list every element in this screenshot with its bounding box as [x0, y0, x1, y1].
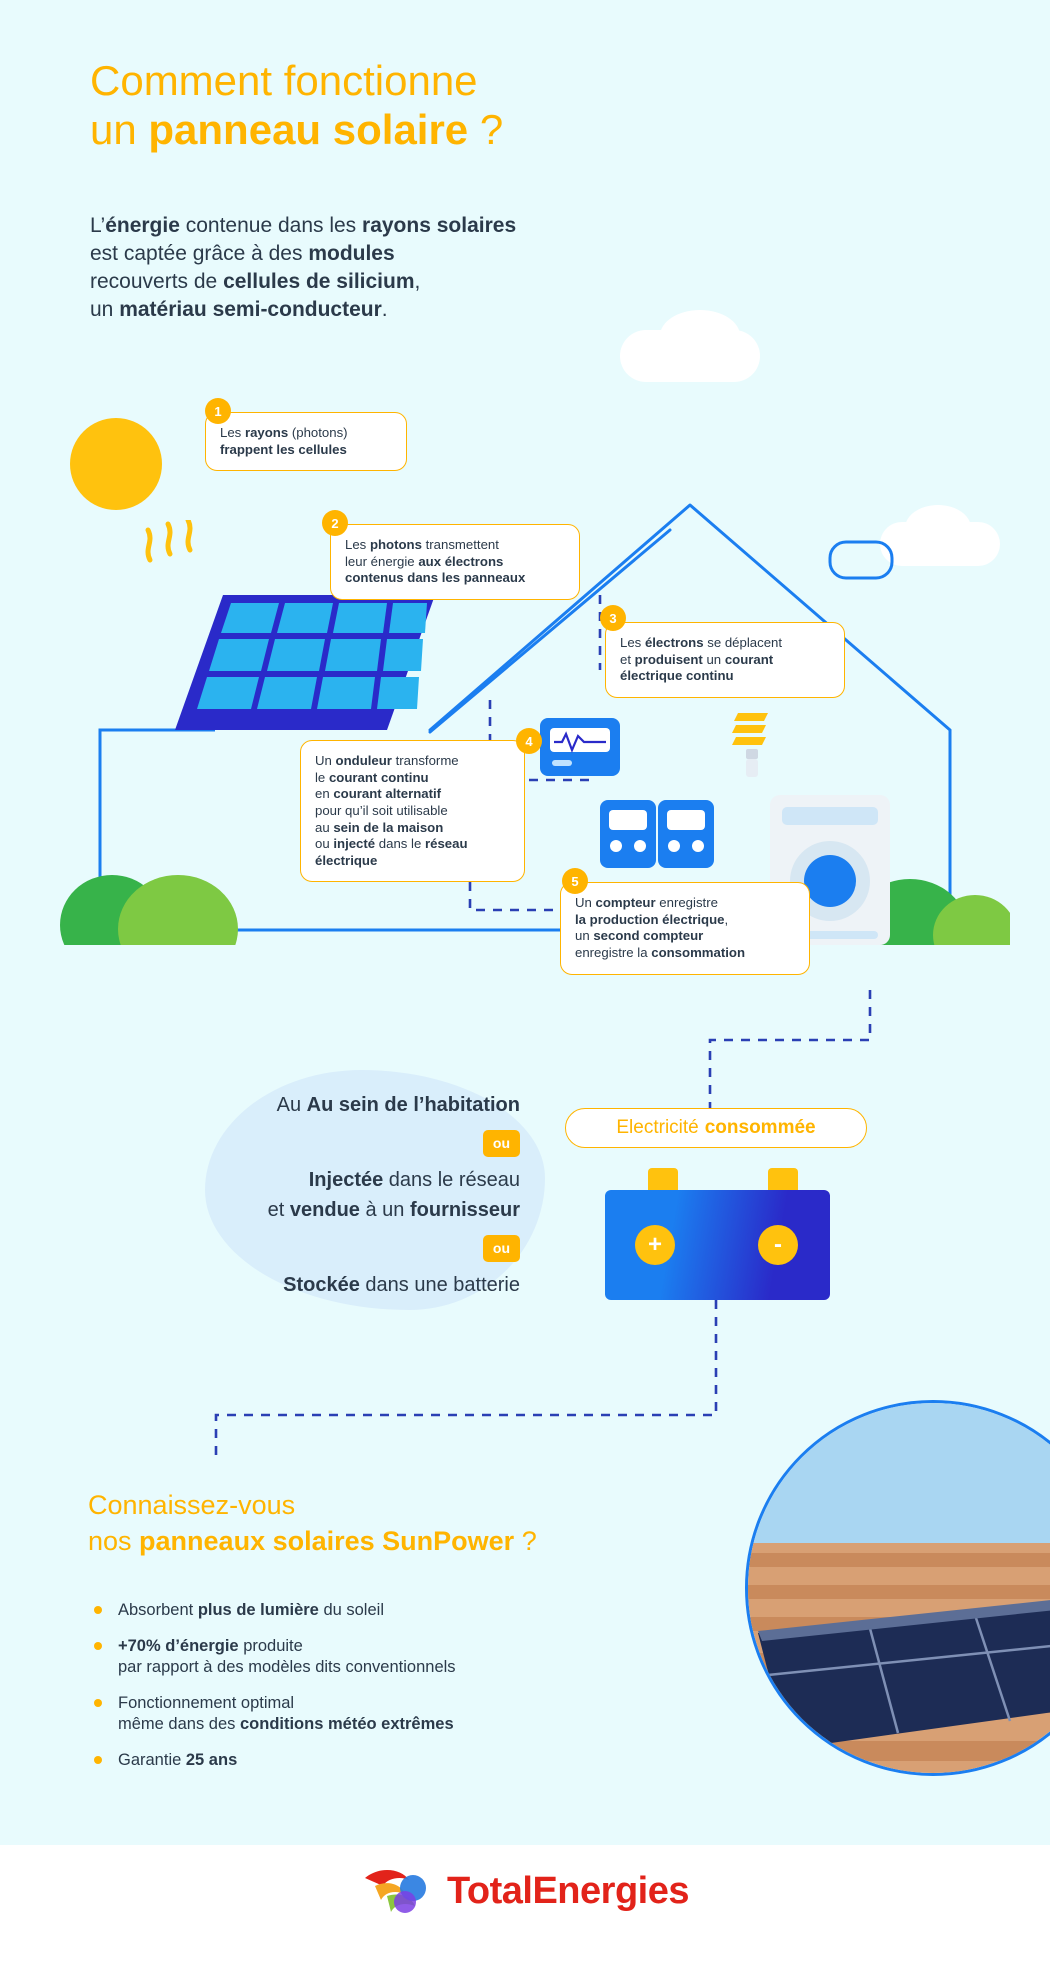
sun-icon [70, 418, 162, 510]
bullet-dot-icon [94, 1756, 102, 1764]
inverter-icon [540, 718, 620, 780]
solar-panel-icon [175, 595, 435, 735]
brand-name: TotalEnergies [447, 1869, 689, 1912]
brand-logo [0, 1862, 1050, 1920]
intro-paragraph: L’énergie contenue dans les rayons solaires est captée grâce à des modules recouverts de cellules de silicium, un matériau semi-conducteur. [90, 214, 517, 321]
sunpower-title-line1: Connaissez-vous [88, 1490, 296, 1520]
sunpower-benefits-list [88, 1600, 688, 1786]
battery-minus-node: - [758, 1225, 798, 1265]
lightbulb-icon [728, 705, 778, 785]
separator-ou-2: ou [483, 1235, 520, 1262]
wiring-dashed-bottom [200, 1300, 740, 1460]
meter-icon-2 [658, 800, 714, 870]
step-number-3: 3 [600, 605, 626, 631]
page-title [90, 56, 850, 154]
meter-icon-1 [600, 800, 656, 870]
list-item: +70% d’énergie produite par rapport à des modèles dits conventionnels [88, 1636, 688, 1678]
step-number-4: 4 [516, 728, 542, 754]
callout-step-5: Un compteur enregistre la production électrique, un second compteur enregistre la consommation [560, 882, 810, 975]
usage-option-3: Stockée dans une batterie [283, 1274, 520, 1296]
separator-ou-1: ou [483, 1130, 520, 1157]
bullet-dot-icon [94, 1606, 102, 1614]
callout-step-1: Les rayons (photons) frappent les cellules [205, 412, 407, 471]
step-number-1: 1 [205, 398, 231, 424]
bush-icon-left [60, 855, 240, 945]
usage-option-1: Au Au sein de l’habitation [276, 1094, 520, 1116]
rooftop-solar-photo [745, 1400, 1050, 1776]
usage-option-2: Injectée dans le réseau et vendue à un fournisseur [267, 1169, 520, 1221]
totalenergies-mark-icon [361, 1862, 433, 1920]
battery-terminal-tab-left [648, 1168, 678, 1190]
battery-terminal-tab-right [768, 1168, 798, 1190]
list-item: Fonctionnement optimal même dans des conditions météo extrêmes [88, 1693, 688, 1735]
page-title-line1: Comment fonctionne [90, 57, 478, 104]
usage-options [0, 1090, 560, 1304]
sunpower-title [88, 1488, 708, 1559]
step-number-2: 2 [322, 510, 348, 536]
callout-step-2: Les photons transmettent leur énergie aux électrons contenus dans les panneaux [330, 524, 580, 600]
step-number-5: 5 [562, 868, 588, 894]
list-item: Absorbent plus de lumière du soleil [88, 1600, 688, 1621]
bullet-dot-icon [94, 1642, 102, 1650]
list-item: Garantie 25 ans [88, 1750, 688, 1771]
callout-step-3: Les électrons se déplacent et produisent un courant électrique continu [605, 622, 845, 698]
sunpower-title-line2: nos panneaux solaires SunPower ? [88, 1525, 537, 1556]
electricity-consumed-badge: Electricité consommée [565, 1108, 867, 1148]
battery-plus-node: + [635, 1225, 675, 1265]
callout-step-4: Un onduleur transforme le courant continu en courant alternatif pour qu’il soit utilisable au sein de la maison ou injecté dans le réseau électrique [300, 740, 525, 882]
bullet-dot-icon [94, 1699, 102, 1707]
page-title-line2: un panneau solaire ? [90, 106, 504, 154]
sun-rays-icon [140, 520, 220, 600]
